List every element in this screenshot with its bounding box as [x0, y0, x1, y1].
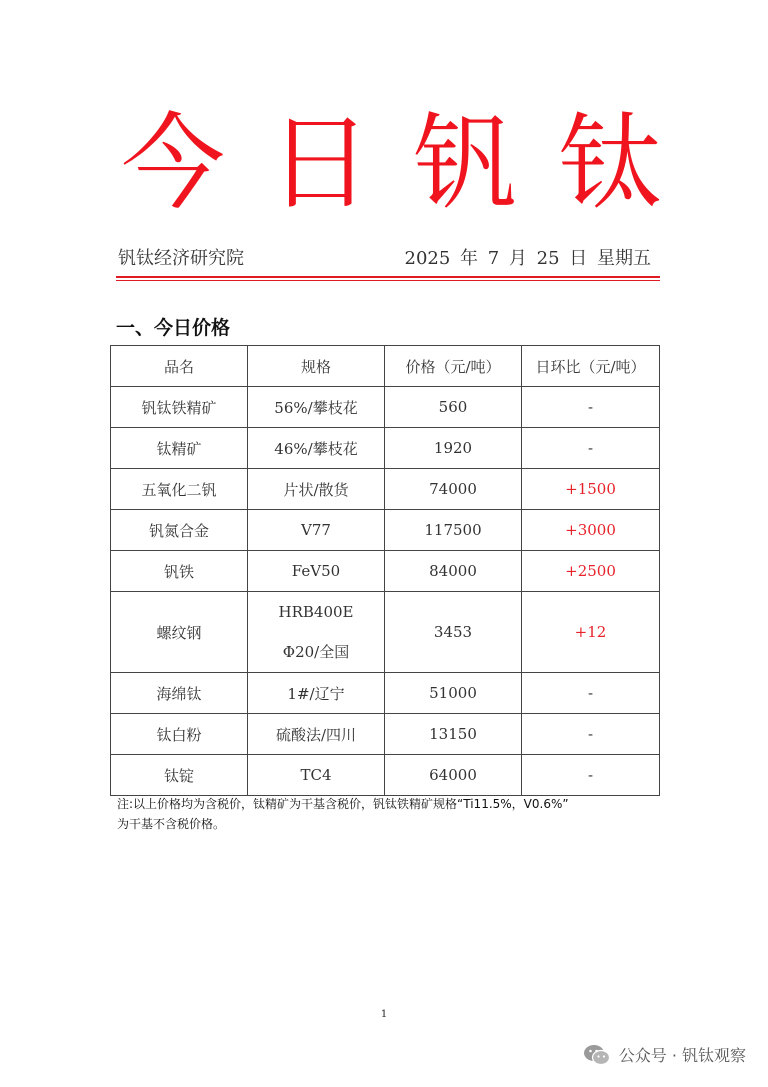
cell-name: 海绵钛 [111, 673, 248, 714]
cell-name: 钛白粉 [111, 714, 248, 755]
price-table [110, 345, 660, 796]
masthead-char-4: 钛 [557, 102, 662, 224]
cell-spec: 1#/辽宁 [248, 673, 385, 714]
column-header-spec: 规格 [248, 346, 385, 387]
cell-name: 钒钛铁精矿 [111, 387, 248, 428]
cell-spec: 46%/攀枝花 [248, 428, 385, 469]
column-header-change: 日环比（元/吨） [522, 346, 660, 387]
table-row [111, 551, 660, 592]
cell-change: - [522, 428, 660, 469]
wechat-account-badge[interactable] [583, 1043, 746, 1066]
cell-name: 五氧化二钒 [111, 469, 248, 510]
cell-price: 13150 [385, 714, 522, 755]
table-row [111, 714, 660, 755]
cell-price: 74000 [385, 469, 522, 510]
cell-change: +3000 [522, 510, 660, 551]
cell-price: 64000 [385, 755, 522, 796]
column-header-price: 价格（元/吨） [385, 346, 522, 387]
cell-price: 1920 [385, 428, 522, 469]
cell-spec: V77 [248, 510, 385, 551]
cell-name: 钛精矿 [111, 428, 248, 469]
cell-price: 117500 [385, 510, 522, 551]
table-row [111, 387, 660, 428]
table-row [111, 673, 660, 714]
cell-spec: 片状/散货 [248, 469, 385, 510]
cell-change: - [522, 387, 660, 428]
cell-name: 钒铁 [111, 551, 248, 592]
cell-name: 钒氮合金 [111, 510, 248, 551]
cell-change: - [522, 673, 660, 714]
wechat-account-label: 公众号 · 钒钛观察 [618, 1046, 746, 1065]
cell-change: - [522, 755, 660, 796]
cell-spec: 硫酸法/四川 [248, 714, 385, 755]
wechat-icon [583, 1044, 611, 1066]
cell-spec: 56%/攀枝花 [248, 387, 385, 428]
cell-price: 560 [385, 387, 522, 428]
footnote [117, 794, 657, 834]
masthead-char-3: 钒 [412, 102, 517, 224]
footnote-line2: 为干基不含税价格。 [117, 817, 226, 831]
cell-spec-line2: Φ20/全国 [282, 643, 350, 661]
cell-change: - [522, 714, 660, 755]
column-header-name: 品名 [111, 346, 248, 387]
masthead-title [0, 102, 768, 224]
section-title: 一、今日价格 [116, 317, 231, 339]
cell-price: 51000 [385, 673, 522, 714]
cell-change: +2500 [522, 551, 660, 592]
table-row [111, 428, 660, 469]
publisher-name: 钒钛经济研究院 [118, 248, 244, 269]
header-rule-thin [116, 280, 660, 281]
cell-name: 螺纹钢 [111, 592, 248, 673]
cell-change: +12 [522, 592, 660, 673]
cell-spec-line1: HRB400E [278, 603, 354, 621]
cell-price: 84000 [385, 551, 522, 592]
cell-price: 3453 [385, 592, 522, 673]
cell-change: +1500 [522, 469, 660, 510]
masthead-char-2: 日 [267, 102, 372, 224]
publish-date: 2025 年 7 月 25 日 星期五 [404, 248, 651, 269]
table-row [111, 510, 660, 551]
table-row [111, 592, 660, 673]
header-rule-thick [116, 276, 660, 278]
masthead-char-1: 今 [120, 102, 225, 224]
table-row [111, 755, 660, 796]
cell-spec: TC4 [248, 755, 385, 796]
table-row [111, 469, 660, 510]
page-number: 1 [380, 1009, 388, 1020]
cell-spec [248, 592, 385, 673]
cell-spec: FeV50 [248, 551, 385, 592]
table-header-row [111, 346, 660, 387]
footnote-line1: 注:以上价格均为含税价，钛精矿为干基含税价，钒钛铁精矿规格“Ti11.5%，V0.6%” [117, 797, 569, 811]
cell-name: 钛锭 [111, 755, 248, 796]
